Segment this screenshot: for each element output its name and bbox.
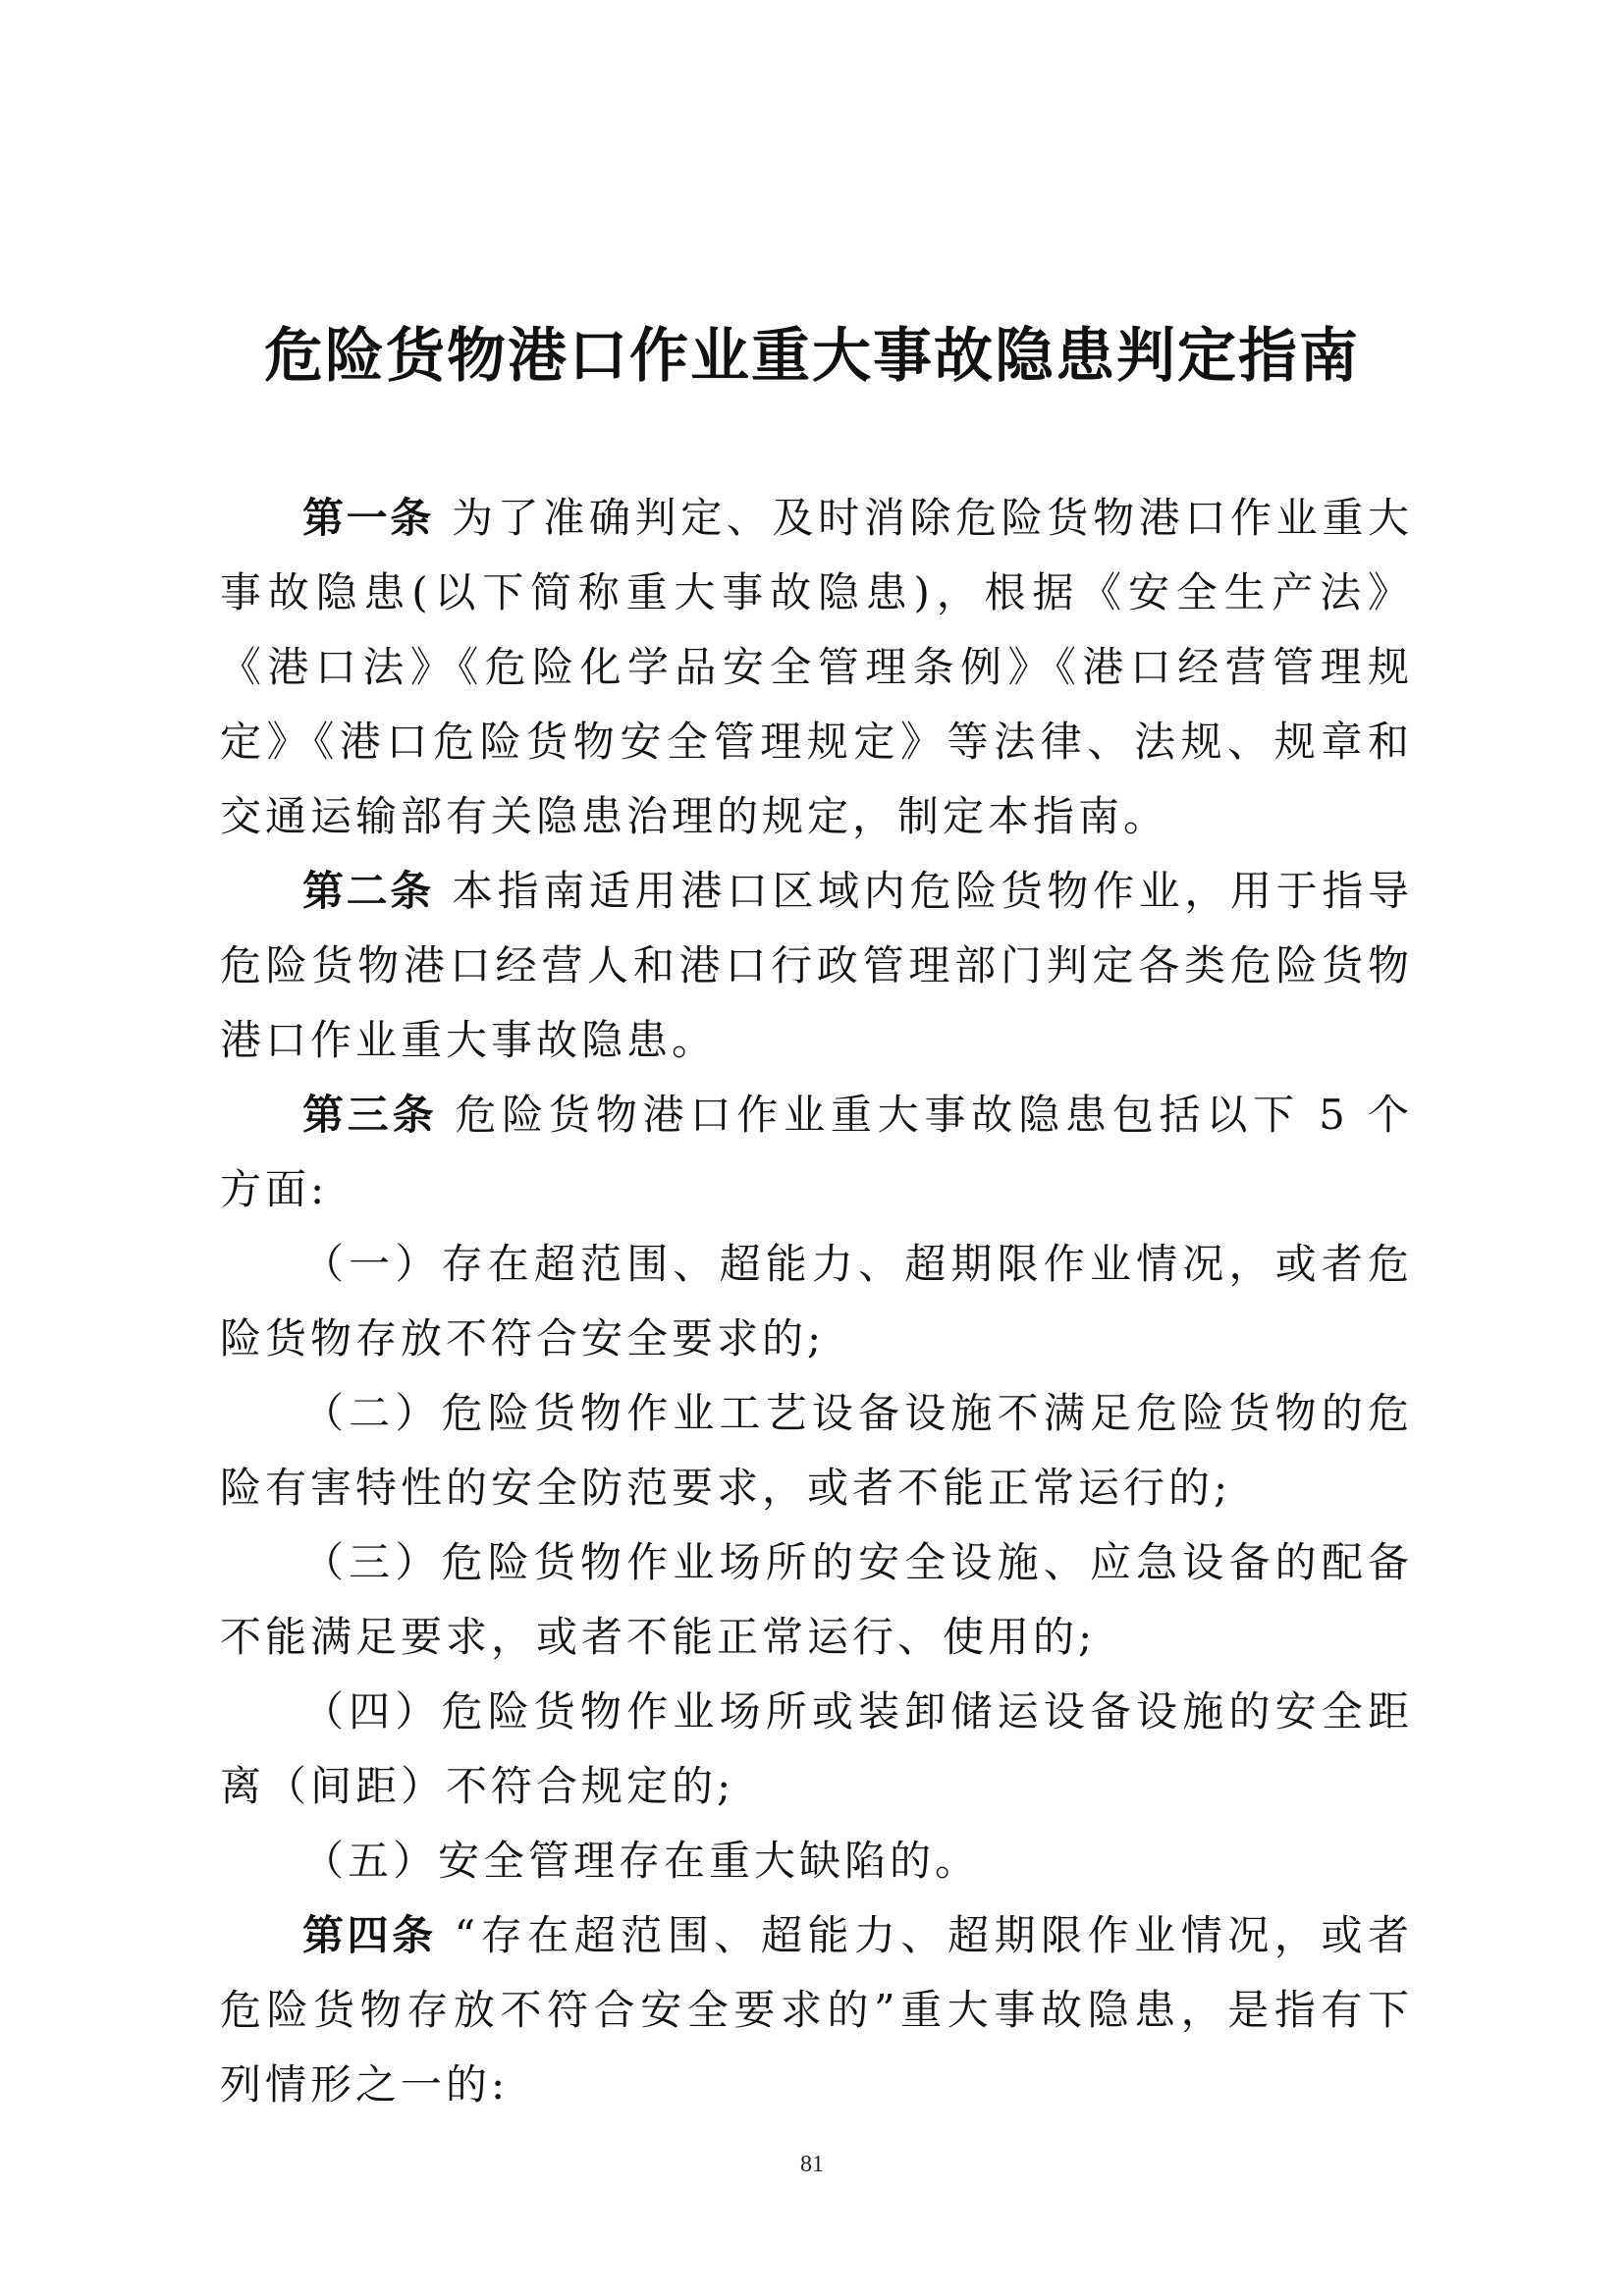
document-title: 危险货物港口作业重大事故隐患判定指南: [264, 322, 1360, 391]
article-2-text: 本指南适用港口区域内危险货物作业，用于指导危险货物港口经营人和港口行政管理部门判定各类危险货物港口作业重大事故隐患。: [220, 867, 1413, 1064]
article-2-label: 第二条: [302, 867, 434, 915]
list-item-3: （三）危险货物作业场所的安全设施、应急设备的配备不能满足要求，或者不能正常运行、使用的;: [220, 1538, 1413, 1661]
list-item-2: （二）危险货物作业工艺设备设施不满足危险货物的危险有害特性的安全防范要求，或者不能正常运行的;: [220, 1389, 1413, 1512]
article-1-text: 为了准确判定、及时消除危险货物港口作业重大事故隐患(以下简称重大事故隐患)，根据《安全生产法》《港口法》《危险化学品安全管理条例》《港口经营管理规定》《港口危险货物安全管理规定》等法律、法规、规章和交通运输部有关隐患治理的规定，制定本指南。: [220, 494, 1413, 840]
article-2: [220, 854, 1413, 1078]
list-item-1: （一）存在超范围、超能力、超期限作业情况，或者危险货物存放不符合安全要求的;: [220, 1240, 1413, 1362]
page-number: 81: [800, 2152, 824, 2177]
list-item-4: （四）危险货物作业场所或装卸储运设备设施的安全距离（间距）不符合规定的;: [220, 1687, 1413, 1810]
article-3: [220, 1078, 1413, 1227]
list-item-5: （五）安全管理存在重大缺陷的。: [302, 1837, 981, 1885]
article-3-text: 危险货物港口作业重大事故隐患包括以下 5 个方面:: [220, 1091, 1413, 1213]
article-1-label: 第一条: [302, 494, 434, 542]
article-1: [220, 481, 1413, 854]
article-3-label: 第三条: [302, 1091, 438, 1139]
article-4-label: 第四条: [302, 1911, 437, 1959]
article-4-text: “存在超范围、超能力、超期限作业情况，或者危险货物存放不符合安全要求的”重大事故隐患，是指有下列情形之一的:: [220, 1911, 1413, 2109]
article-4: [220, 1898, 1413, 2122]
document-body: [220, 481, 1413, 2122]
